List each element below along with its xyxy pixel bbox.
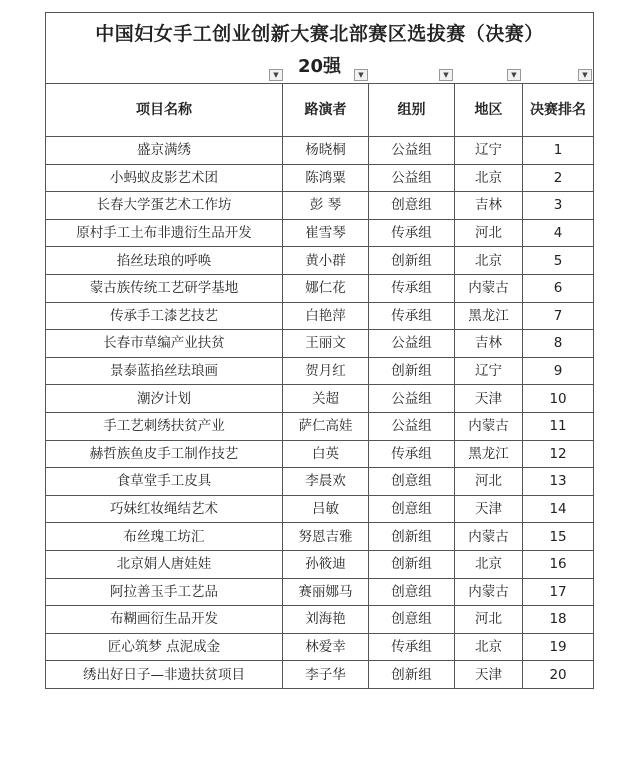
table-row bbox=[46, 468, 594, 496]
header-group: 组别 bbox=[369, 84, 455, 137]
cell-rank: 13 bbox=[523, 468, 594, 496]
cell-region: 北京 bbox=[455, 247, 523, 275]
cell-presenter: 白英 bbox=[283, 440, 369, 468]
cell-project-name: 食草堂手工皮具 bbox=[46, 468, 283, 496]
cell-presenter: 王丽文 bbox=[283, 330, 369, 358]
cell-group: 传承组 bbox=[369, 633, 455, 661]
cell-presenter: 陈鸿粟 bbox=[283, 164, 369, 192]
table-row bbox=[46, 661, 594, 689]
cell-project-name: 传承手工漆艺技艺 bbox=[46, 302, 283, 330]
cell-group: 公益组 bbox=[369, 137, 455, 165]
cell-group: 创意组 bbox=[369, 578, 455, 606]
cell-rank: 19 bbox=[523, 633, 594, 661]
cell-region: 北京 bbox=[455, 633, 523, 661]
cell-presenter: 黄小群 bbox=[283, 247, 369, 275]
cell-rank: 7 bbox=[523, 302, 594, 330]
cell-group: 传承组 bbox=[369, 274, 455, 302]
results-table bbox=[45, 12, 594, 689]
cell-presenter: 关超 bbox=[283, 385, 369, 413]
cell-presenter: 李晨欢 bbox=[283, 468, 369, 496]
table-row bbox=[46, 550, 594, 578]
cell-region: 黑龙江 bbox=[455, 302, 523, 330]
cell-rank: 16 bbox=[523, 550, 594, 578]
table-row bbox=[46, 357, 594, 385]
table-row bbox=[46, 412, 594, 440]
title-cell bbox=[46, 13, 594, 84]
table-row bbox=[46, 164, 594, 192]
cell-region: 天津 bbox=[455, 495, 523, 523]
cell-region: 黑龙江 bbox=[455, 440, 523, 468]
cell-project-name: 原村手工土布非遗衍生品开发 bbox=[46, 219, 283, 247]
table-row bbox=[46, 606, 594, 634]
cell-rank: 14 bbox=[523, 495, 594, 523]
cell-rank: 5 bbox=[523, 247, 594, 275]
filter-dropdown-icon[interactable]: ▼ bbox=[439, 69, 453, 81]
cell-rank: 4 bbox=[523, 219, 594, 247]
sheet-title: 中国妇女手工创业创新大赛北部赛区选拔赛（决赛） bbox=[95, 23, 544, 45]
table-row bbox=[46, 302, 594, 330]
cell-presenter: 吕敏 bbox=[283, 495, 369, 523]
table-row bbox=[46, 523, 594, 551]
table-row bbox=[46, 219, 594, 247]
cell-region: 河北 bbox=[455, 219, 523, 247]
cell-group: 公益组 bbox=[369, 412, 455, 440]
cell-group: 创新组 bbox=[369, 550, 455, 578]
cell-project-name: 布糊画衍生品开发 bbox=[46, 606, 283, 634]
cell-region: 河北 bbox=[455, 606, 523, 634]
cell-project-name: 长春大学蛋艺术工作坊 bbox=[46, 192, 283, 220]
filter-dropdown-icon[interactable]: ▼ bbox=[354, 69, 368, 81]
filter-dropdown-icon[interactable]: ▼ bbox=[269, 69, 283, 81]
cell-region: 天津 bbox=[455, 385, 523, 413]
cell-project-name: 盛京满绣 bbox=[46, 137, 283, 165]
cell-presenter: 努恩吉雅 bbox=[283, 523, 369, 551]
cell-region: 北京 bbox=[455, 550, 523, 578]
table-row bbox=[46, 192, 594, 220]
cell-project-name: 北京娟人唐娃娃 bbox=[46, 550, 283, 578]
cell-presenter: 萨仁高娃 bbox=[283, 412, 369, 440]
cell-group: 公益组 bbox=[369, 164, 455, 192]
header-project-name: 项目名称 bbox=[46, 84, 283, 137]
cell-rank: 6 bbox=[523, 274, 594, 302]
cell-rank: 9 bbox=[523, 357, 594, 385]
cell-presenter: 林爱幸 bbox=[283, 633, 369, 661]
cell-region: 天津 bbox=[455, 661, 523, 689]
cell-group: 创新组 bbox=[369, 357, 455, 385]
cell-rank: 18 bbox=[523, 606, 594, 634]
cell-rank: 12 bbox=[523, 440, 594, 468]
title-row bbox=[46, 13, 594, 84]
cell-presenter: 娜仁花 bbox=[283, 274, 369, 302]
header-final-rank: 决赛排名 bbox=[523, 84, 594, 137]
cell-region: 辽宁 bbox=[455, 357, 523, 385]
cell-presenter: 贺月红 bbox=[283, 357, 369, 385]
cell-group: 创新组 bbox=[369, 523, 455, 551]
cell-project-name: 巧妹红妆绳结艺术 bbox=[46, 495, 283, 523]
cell-rank: 2 bbox=[523, 164, 594, 192]
cell-project-name: 蒙古族传统工艺研学基地 bbox=[46, 274, 283, 302]
cell-group: 传承组 bbox=[369, 302, 455, 330]
header-row bbox=[46, 84, 594, 137]
cell-project-name: 赫哲族鱼皮手工制作技艺 bbox=[46, 440, 283, 468]
table-row bbox=[46, 495, 594, 523]
table-row bbox=[46, 440, 594, 468]
cell-group: 公益组 bbox=[369, 385, 455, 413]
sheet-subtitle: 20强 bbox=[298, 56, 342, 77]
cell-group: 创意组 bbox=[369, 495, 455, 523]
cell-region: 吉林 bbox=[455, 192, 523, 220]
cell-project-name: 小蚂蚁皮影艺术团 bbox=[46, 164, 283, 192]
cell-group: 创意组 bbox=[369, 192, 455, 220]
cell-rank: 17 bbox=[523, 578, 594, 606]
cell-rank: 1 bbox=[523, 137, 594, 165]
cell-project-name: 潮汐计划 bbox=[46, 385, 283, 413]
cell-rank: 3 bbox=[523, 192, 594, 220]
table-row bbox=[46, 247, 594, 275]
cell-group: 传承组 bbox=[369, 440, 455, 468]
cell-presenter: 孙筱迪 bbox=[283, 550, 369, 578]
cell-region: 吉林 bbox=[455, 330, 523, 358]
table-row bbox=[46, 330, 594, 358]
cell-presenter: 刘海艳 bbox=[283, 606, 369, 634]
cell-project-name: 手工艺刺绣扶贫产业 bbox=[46, 412, 283, 440]
cell-project-name: 长春市草编产业扶贫 bbox=[46, 330, 283, 358]
cell-rank: 20 bbox=[523, 661, 594, 689]
table-row bbox=[46, 578, 594, 606]
cell-project-name: 阿拉善玉手工艺品 bbox=[46, 578, 283, 606]
cell-group: 公益组 bbox=[369, 330, 455, 358]
cell-group: 传承组 bbox=[369, 219, 455, 247]
cell-presenter: 白艳萍 bbox=[283, 302, 369, 330]
filter-dropdown-icon[interactable]: ▼ bbox=[578, 69, 592, 81]
filter-dropdown-icon[interactable]: ▼ bbox=[507, 69, 521, 81]
cell-group: 创新组 bbox=[369, 247, 455, 275]
cell-presenter: 赛丽娜马 bbox=[283, 578, 369, 606]
cell-region: 河北 bbox=[455, 468, 523, 496]
cell-presenter: 崔雪琴 bbox=[283, 219, 369, 247]
cell-rank: 8 bbox=[523, 330, 594, 358]
header-presenter: 路演者 bbox=[283, 84, 369, 137]
results-sheet bbox=[45, 12, 593, 689]
table-row bbox=[46, 274, 594, 302]
cell-rank: 15 bbox=[523, 523, 594, 551]
header-region: 地区 bbox=[455, 84, 523, 137]
cell-project-name: 匠心筑梦 点泥成金 bbox=[46, 633, 283, 661]
cell-project-name: 景泰蓝掐丝珐琅画 bbox=[46, 357, 283, 385]
cell-region: 内蒙古 bbox=[455, 578, 523, 606]
cell-region: 内蒙古 bbox=[455, 274, 523, 302]
cell-group: 创意组 bbox=[369, 606, 455, 634]
table-body bbox=[46, 137, 594, 689]
cell-region: 辽宁 bbox=[455, 137, 523, 165]
cell-group: 创新组 bbox=[369, 661, 455, 689]
table-row bbox=[46, 137, 594, 165]
table-row bbox=[46, 633, 594, 661]
cell-rank: 11 bbox=[523, 412, 594, 440]
cell-presenter: 李子华 bbox=[283, 661, 369, 689]
cell-group: 创意组 bbox=[369, 468, 455, 496]
table-row bbox=[46, 385, 594, 413]
cell-project-name: 绣出好日子—非遗扶贫项目 bbox=[46, 661, 283, 689]
cell-rank: 10 bbox=[523, 385, 594, 413]
cell-presenter: 杨晓桐 bbox=[283, 137, 369, 165]
cell-project-name: 布丝瑰工坊汇 bbox=[46, 523, 283, 551]
cell-presenter: 彭 琴 bbox=[283, 192, 369, 220]
cell-project-name: 掐丝珐琅的呼唤 bbox=[46, 247, 283, 275]
cell-region: 内蒙古 bbox=[455, 523, 523, 551]
cell-region: 北京 bbox=[455, 164, 523, 192]
cell-region: 内蒙古 bbox=[455, 412, 523, 440]
